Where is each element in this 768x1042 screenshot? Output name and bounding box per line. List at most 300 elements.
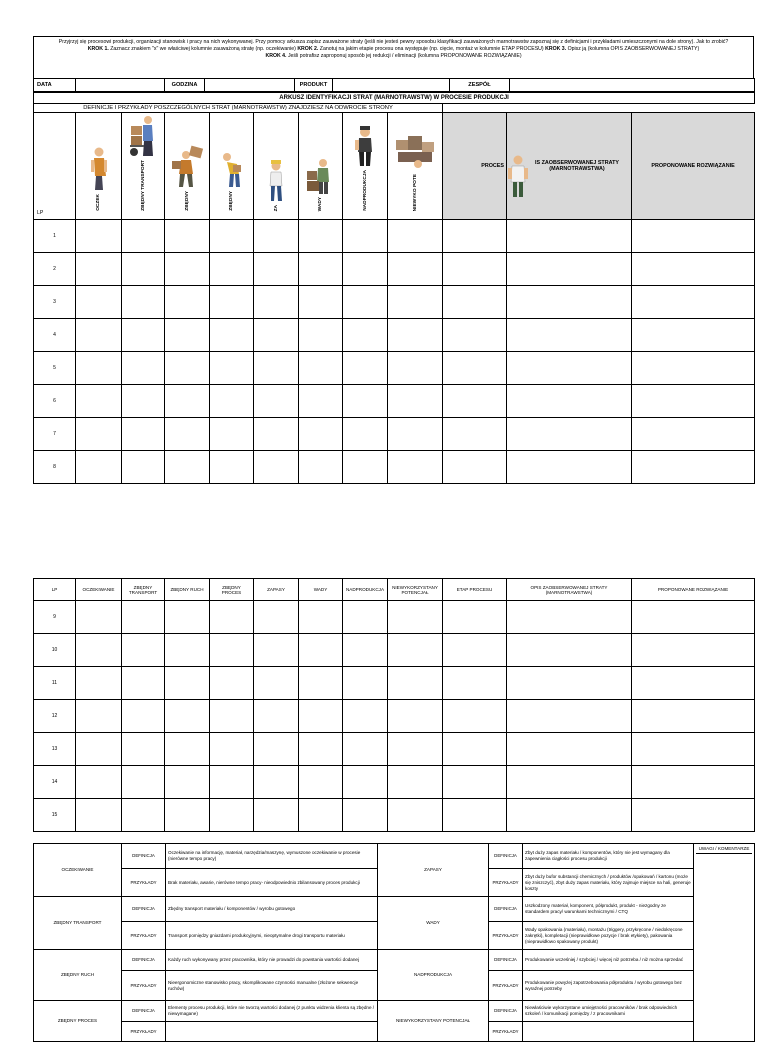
cell-overproduction[interactable] — [343, 733, 388, 766]
table-row — [34, 799, 755, 832]
legend-category-right: NIEWYKORZYSTANY POTENCJAŁ — [378, 1001, 489, 1042]
col-defects-label: WADY — [318, 196, 323, 211]
table-row — [34, 667, 755, 700]
cell-motion[interactable] — [165, 220, 210, 253]
cell-process[interactable] — [210, 253, 254, 286]
cell-overproduction[interactable] — [343, 799, 388, 832]
definitions-note: DEFINICJE I PRZYKŁADY POSZCZEGÓLNYCH STRAT (MARNOTRAWSTW) ZNAJDZIESZ NA ODWROCIE STRONY — [34, 104, 443, 113]
cell-inventory[interactable] — [254, 799, 299, 832]
cell-proposed-solution[interactable] — [632, 253, 755, 286]
product-label: PRODUKT — [295, 79, 333, 92]
legend-text-left: Brak materiału, awarie, nierówne tempo pracy- nieodpowiednio zbilansowany proces produkcji — [166, 869, 378, 897]
cell-process[interactable] — [210, 286, 254, 319]
cell-proposed-solution[interactable] — [632, 385, 755, 418]
cell-process-stage[interactable] — [443, 799, 507, 832]
cell-proposed-solution[interactable] — [632, 766, 755, 799]
row-number: 4 — [34, 319, 76, 352]
cell-defects[interactable] — [299, 286, 343, 319]
cell-process[interactable] — [210, 319, 254, 352]
cell-waiting[interactable] — [76, 700, 122, 733]
col-process-label: ZBĘDNY PROCES — [210, 579, 254, 601]
legend-kind-label: PRZYKŁADY — [489, 869, 523, 897]
cell-observed-waste[interactable] — [507, 352, 632, 385]
cell-untapped-potential[interactable] — [388, 319, 443, 352]
cell-observed-waste[interactable] — [507, 286, 632, 319]
cell-process[interactable] — [210, 634, 254, 667]
legend-kind-label: PRZYKŁADY — [122, 1022, 166, 1042]
cell-untapped-potential[interactable] — [388, 418, 443, 451]
cell-observed-waste[interactable] — [507, 601, 632, 634]
col-process-stage-label: ETAP PROCESU — [443, 579, 507, 601]
lp-header: LP — [34, 113, 76, 220]
legend-kind-label: DEFINICJA — [489, 1001, 523, 1022]
cell-process-stage[interactable] — [443, 700, 507, 733]
sheet-title: ARKUSZ IDENTYFIKACJI STRAT (MARNOTRAWSTW) W PROCESIE PRODUKCJI — [34, 93, 755, 104]
col-observed-waste — [507, 113, 632, 220]
cell-defects[interactable] — [299, 601, 343, 634]
date-field[interactable] — [76, 79, 165, 92]
col-observed-waste-label: OPIS ZAOBSERWOWANEJ STRATY (MARNOTRAWSTWA) — [507, 579, 632, 601]
cell-untapped-potential[interactable] — [388, 667, 443, 700]
cell-transport[interactable] — [122, 733, 165, 766]
legend-kind-label: DEFINICJA — [489, 897, 523, 922]
cell-motion[interactable] — [165, 799, 210, 832]
cell-untapped-potential[interactable] — [388, 286, 443, 319]
cell-motion[interactable] — [165, 634, 210, 667]
cell-inventory[interactable] — [254, 253, 299, 286]
cell-process-stage[interactable] — [443, 766, 507, 799]
cell-process[interactable] — [210, 385, 254, 418]
cell-inventory[interactable] — [254, 733, 299, 766]
cell-untapped-potential[interactable] — [388, 700, 443, 733]
cell-proposed-solution[interactable] — [632, 319, 755, 352]
step-3-label: KROK 3. — [545, 46, 567, 52]
time-field[interactable] — [205, 79, 295, 92]
step-2-text: Zanotuj na jakim etapie procesu ona występuje (np. cięcie, montaż w kolumnie ETAP PROCESU) — [318, 46, 546, 52]
cell-proposed-solution[interactable] — [632, 451, 755, 484]
cell-process-stage[interactable] — [443, 601, 507, 634]
row-number: 12 — [34, 700, 76, 733]
cell-waiting[interactable] — [76, 253, 122, 286]
col-transport — [122, 113, 165, 220]
cell-overproduction[interactable] — [343, 634, 388, 667]
col-inventory-label: ZAPASY — [254, 579, 299, 601]
legend-kind-label: PRZYKŁADY — [489, 971, 523, 1001]
cell-observed-waste[interactable] — [507, 667, 632, 700]
col-untapped-potential — [388, 113, 443, 220]
cell-proposed-solution[interactable] — [632, 634, 755, 667]
cell-overproduction[interactable] — [343, 385, 388, 418]
waste-grid-top — [33, 92, 755, 484]
cell-process-stage[interactable] — [443, 286, 507, 319]
cell-proposed-solution[interactable] — [632, 733, 755, 766]
cell-motion[interactable] — [165, 352, 210, 385]
cell-observed-waste[interactable] — [507, 733, 632, 766]
cell-proposed-solution[interactable] — [632, 286, 755, 319]
col-process — [210, 113, 254, 220]
cell-overproduction[interactable] — [343, 700, 388, 733]
cell-proposed-solution[interactable] — [632, 667, 755, 700]
cell-overproduction[interactable] — [343, 418, 388, 451]
waste-grid-bottom — [33, 578, 755, 832]
waste-identification-sheet — [33, 36, 754, 484]
row-number: 6 — [34, 385, 76, 418]
cell-inventory[interactable] — [254, 319, 299, 352]
cell-defects[interactable] — [299, 700, 343, 733]
cell-inventory[interactable] — [254, 286, 299, 319]
legend-category-right: ZAPASY — [378, 844, 489, 897]
table-row — [34, 253, 755, 286]
cell-transport[interactable] — [122, 634, 165, 667]
legend-kind-label: PRZYKŁADY — [122, 922, 166, 950]
cell-untapped-potential[interactable] — [388, 601, 443, 634]
step-4-text: Jeśli potrafisz zaproponuj sposób jej redukcji / eliminacji (kolumna PROPONOWANE ROZWIĄZANIE) — [286, 53, 522, 59]
cell-proposed-solution[interactable] — [632, 700, 755, 733]
table-row — [34, 352, 755, 385]
cell-motion[interactable] — [165, 385, 210, 418]
worker-carrying-boxes-icon — [170, 145, 204, 189]
cell-process[interactable] — [210, 766, 254, 799]
legend-text-left: Każdy ruch wykonywany przez pracownika, który nie prowadzi do powstania wartości dodanej — [166, 950, 378, 971]
instructions-intro: Przyjrzyj się procesowi produkcji, organizacji stanowisk i pracy na nich wykonywanej. Przy pomocy arkusza zapisz zauważone straty (jeśli nie jesteś pewny sposobu klasyfikacji zauważonych marnotrawstw zapoznaj się z definicjami i przykładami umieszczonymi na dole strony). Jak to zrobić? — [58, 39, 729, 45]
cell-observed-waste[interactable] — [507, 766, 632, 799]
cell-observed-waste[interactable] — [507, 220, 632, 253]
cell-motion[interactable] — [165, 286, 210, 319]
legend-table — [33, 843, 755, 1042]
cell-transport[interactable] — [122, 667, 165, 700]
cell-proposed-solution[interactable] — [632, 601, 755, 634]
cell-transport[interactable] — [122, 286, 165, 319]
row-number: 3 — [34, 286, 76, 319]
cell-proposed-solution[interactable] — [632, 799, 755, 832]
legend-text-left: Nieergonomiczne stanowisko pracy, skomplikowane czynności manualne (złożone sekwencje ruchów) — [166, 971, 378, 1001]
cell-motion[interactable] — [165, 766, 210, 799]
col-proposed-solution-label: PROPONOWANE ROZWIĄZANIE — [632, 579, 755, 601]
legend-text-left — [166, 1022, 378, 1042]
cell-process-stage[interactable] — [443, 352, 507, 385]
legend-text-right: Produkowanie powyżej zapotrzebowania półproduktu / wyrobu gotowego bez wyraźnej potrzeby — [523, 971, 694, 1001]
cell-inventory[interactable] — [254, 766, 299, 799]
row-number: 9 — [34, 601, 76, 634]
cell-inventory[interactable] — [254, 667, 299, 700]
cell-waiting[interactable] — [76, 418, 122, 451]
date-label: DATA — [34, 79, 76, 92]
cell-observed-waste[interactable] — [507, 451, 632, 484]
cell-process-stage[interactable] — [443, 385, 507, 418]
legend-text-right — [523, 1022, 694, 1042]
cell-overproduction[interactable] — [343, 319, 388, 352]
legend-text-left: Zbędny transport materiału / komponentów / wyrobu gotowego — [166, 897, 378, 922]
cell-proposed-solution[interactable] — [632, 220, 755, 253]
cell-defects[interactable] — [299, 418, 343, 451]
worker-waiting-icon — [87, 146, 111, 192]
cell-transport[interactable] — [122, 799, 165, 832]
cell-motion[interactable] — [165, 319, 210, 352]
table-row — [34, 766, 755, 799]
cell-observed-waste[interactable] — [507, 418, 632, 451]
cell-overproduction[interactable] — [343, 220, 388, 253]
cell-waiting[interactable] — [76, 451, 122, 484]
cell-process[interactable] — [210, 451, 254, 484]
cell-defects[interactable] — [299, 766, 343, 799]
col-overproduction-label: NADPRODUKCJA — [343, 579, 388, 601]
cell-waiting[interactable] — [76, 319, 122, 352]
cell-observed-waste[interactable] — [507, 319, 632, 352]
col-overproduction — [343, 113, 388, 220]
cell-defects[interactable] — [299, 319, 343, 352]
legend-kind-label: DEFINICJA — [122, 844, 166, 869]
cell-motion[interactable] — [165, 418, 210, 451]
worker-defect-icon — [352, 124, 378, 168]
cell-motion[interactable] — [165, 601, 210, 634]
legend-text-right: Uszkodzony materiał, komponent, półprodukt, produkt - niezgodny ze standardem pracy/ warunkami technicznymi / CTQ — [523, 897, 694, 922]
col-process-label: ZBĘDNY — [229, 191, 234, 211]
lp-header: LP — [34, 579, 76, 601]
cell-process-stage[interactable] — [443, 733, 507, 766]
cell-untapped-potential[interactable] — [388, 385, 443, 418]
col-process-stage-label: PROCES — [481, 163, 504, 169]
table-row — [34, 385, 755, 418]
table-row — [34, 220, 755, 253]
cell-inventory[interactable] — [254, 418, 299, 451]
waste-definitions-legend — [33, 843, 754, 1042]
cell-process[interactable] — [210, 700, 254, 733]
cell-motion[interactable] — [165, 700, 210, 733]
cell-defects[interactable] — [299, 733, 343, 766]
step-4-label: KROK 4. — [265, 53, 287, 59]
blank-cell — [443, 104, 755, 113]
cell-process[interactable] — [210, 799, 254, 832]
legend-category-left: OCZEKIWANIE — [34, 844, 122, 897]
cell-observed-waste[interactable] — [507, 700, 632, 733]
cell-overproduction[interactable] — [343, 766, 388, 799]
cell-untapped-potential[interactable] — [388, 634, 443, 667]
table-row — [34, 601, 755, 634]
cell-overproduction[interactable] — [343, 352, 388, 385]
legend-kind-label: DEFINICJA — [489, 844, 523, 869]
cell-process-stage[interactable] — [443, 418, 507, 451]
cell-inventory[interactable] — [254, 352, 299, 385]
notes-header: UWAGI / KOMENTARZE — [696, 845, 752, 854]
cell-defects[interactable] — [299, 799, 343, 832]
step-1-text: Zaznacz znakiem "x" we właściwej kolumnie zauważoną stratę (np. oczekiwanie) — [108, 46, 298, 52]
cell-defects[interactable] — [299, 220, 343, 253]
cell-inventory[interactable] — [254, 634, 299, 667]
legend-kind-label: PRZYKŁADY — [489, 922, 523, 950]
cell-defects[interactable] — [299, 253, 343, 286]
cell-process[interactable] — [210, 220, 254, 253]
cell-waiting[interactable] — [76, 667, 122, 700]
cell-transport[interactable] — [122, 418, 165, 451]
col-waiting — [76, 113, 122, 220]
cell-motion[interactable] — [165, 667, 210, 700]
col-defects-label: WADY — [299, 579, 343, 601]
table-row — [34, 451, 755, 484]
row-number: 15 — [34, 799, 76, 832]
legend-row — [34, 844, 755, 869]
legend-text-left: Elementy procesu produkcji, które nie tworzą wartości dodanej (z punktu widzenia klienta są zbędne / niewymagane) — [166, 1001, 378, 1022]
worker-idle-icon — [505, 153, 531, 199]
col-inventory-label: ZA — [273, 204, 279, 211]
cell-waiting[interactable] — [76, 766, 122, 799]
cell-process[interactable] — [210, 352, 254, 385]
cell-process-stage[interactable] — [443, 220, 507, 253]
team-field[interactable] — [510, 79, 755, 92]
legend-text-right: Wady opakowania (materiału), montażu (triggery, przykręcone / niedokręcone zakrętki), kompletacji (nieprawidłowe pozycje / brak etykiety), pakowania (nieprawidłowo spakowany produkt) — [523, 922, 694, 950]
cell-defects[interactable] — [299, 451, 343, 484]
cell-observed-waste[interactable] — [507, 799, 632, 832]
col-untapped-potential-label: NIEWYKO POTE — [412, 173, 418, 211]
col-transport-label: ZBĘDNY TRANSPORT — [122, 579, 165, 601]
col-observed-waste-label: IS ZAOBSERWOWANEJ STRATY (MARNOTRAWSTWA) — [535, 160, 619, 172]
col-motion-label: ZBĘDNY — [184, 191, 190, 211]
cell-transport[interactable] — [122, 220, 165, 253]
row-number: 13 — [34, 733, 76, 766]
worker-surplus-boxes-icon — [394, 132, 436, 172]
cell-proposed-solution[interactable] — [632, 418, 755, 451]
cell-transport[interactable] — [122, 253, 165, 286]
legend-row — [34, 897, 755, 922]
legend-text-right: Zbyt duży zapas materiału / komponentów, który nie jest wymagany dla zapewnienia ciągłości procesu produkcji — [523, 844, 694, 869]
cell-motion[interactable] — [165, 733, 210, 766]
cell-transport[interactable] — [122, 700, 165, 733]
cell-overproduction[interactable] — [343, 253, 388, 286]
legend-category-left: ZBĘDNY TRANSPORT — [34, 897, 122, 950]
cell-overproduction[interactable] — [343, 601, 388, 634]
cell-inventory[interactable] — [254, 700, 299, 733]
cell-untapped-potential[interactable] — [388, 799, 443, 832]
cell-process[interactable] — [210, 418, 254, 451]
table-row — [34, 418, 755, 451]
cell-untapped-potential[interactable] — [388, 451, 443, 484]
legend-category-left: ZBĘDNY RUCH — [34, 950, 122, 1001]
cell-process-stage[interactable] — [443, 253, 507, 286]
worker-hand-truck-icon — [128, 114, 158, 158]
cell-transport[interactable] — [122, 766, 165, 799]
cell-defects[interactable] — [299, 634, 343, 667]
cell-overproduction[interactable] — [343, 667, 388, 700]
col-motion-label: ZBĘDNY RUCH — [165, 579, 210, 601]
cell-untapped-potential[interactable] — [388, 766, 443, 799]
legend-kind-label: DEFINICJA — [489, 950, 523, 971]
col-transport-label: ZBĘDNY TRANSPORT — [140, 160, 146, 211]
product-field[interactable] — [333, 79, 450, 92]
notes-column[interactable] — [694, 844, 755, 1042]
team-label: ZESPÓŁ — [450, 79, 510, 92]
row-number: 8 — [34, 451, 76, 484]
cell-transport[interactable] — [122, 319, 165, 352]
step-1-label: KROK 1. — [87, 46, 109, 52]
cell-untapped-potential[interactable] — [388, 253, 443, 286]
cell-process-stage[interactable] — [443, 667, 507, 700]
cell-waiting[interactable] — [76, 385, 122, 418]
cell-proposed-solution[interactable] — [632, 352, 755, 385]
header-fields-table — [33, 78, 755, 92]
row-number: 5 — [34, 352, 76, 385]
cell-overproduction[interactable] — [343, 451, 388, 484]
cell-waiting[interactable] — [76, 634, 122, 667]
cell-inventory[interactable] — [254, 601, 299, 634]
cell-process[interactable] — [210, 733, 254, 766]
cell-defects[interactable] — [299, 352, 343, 385]
table-row — [34, 733, 755, 766]
legend-category-right: WADY — [378, 897, 489, 950]
cell-process-stage[interactable] — [443, 319, 507, 352]
cell-waiting[interactable] — [76, 286, 122, 319]
cell-defects[interactable] — [299, 385, 343, 418]
legend-category-left: ZBĘDNY PROCES — [34, 1001, 122, 1042]
cell-transport[interactable] — [122, 601, 165, 634]
legend-row — [34, 1001, 755, 1022]
col-overproduction-label: NADPRODUKCJA — [362, 170, 368, 211]
col-process-stage — [443, 113, 507, 220]
cell-motion[interactable] — [165, 253, 210, 286]
cell-observed-waste[interactable] — [507, 385, 632, 418]
row-number: 1 — [34, 220, 76, 253]
legend-text-left: Transport pomiędzy gniazdami produkcyjnymi, nieoptymalne drogi transportu materiału — [166, 922, 378, 950]
legend-kind-label: DEFINICJA — [122, 950, 166, 971]
legend-kind-label: PRZYKŁADY — [489, 1022, 523, 1042]
worker-pile-of-boxes-icon — [305, 157, 337, 195]
col-proposed-solution: PROPONOWANE ROZWIĄZANIE — [632, 113, 755, 220]
cell-transport[interactable] — [122, 385, 165, 418]
cell-overproduction[interactable] — [343, 286, 388, 319]
cell-observed-waste[interactable] — [507, 253, 632, 286]
cell-waiting[interactable] — [76, 733, 122, 766]
instructions — [33, 36, 754, 78]
legend-row — [34, 950, 755, 971]
time-label: GODZINA — [165, 79, 205, 92]
cell-inventory[interactable] — [254, 220, 299, 253]
cell-observed-waste[interactable] — [507, 634, 632, 667]
col-untapped-potential-label: NIEWYKORZYSTANY POTENCJAŁ — [388, 579, 443, 601]
col-defects — [299, 113, 343, 220]
row-number: 10 — [34, 634, 76, 667]
cell-process[interactable] — [210, 601, 254, 634]
cell-defects[interactable] — [299, 667, 343, 700]
table-row — [34, 700, 755, 733]
col-waiting-label: OCZEKIWANIE — [76, 579, 122, 601]
cell-transport[interactable] — [122, 352, 165, 385]
cell-untapped-potential[interactable] — [388, 220, 443, 253]
col-motion — [165, 113, 210, 220]
cell-transport[interactable] — [122, 451, 165, 484]
table-row — [34, 634, 755, 667]
cell-waiting[interactable] — [76, 799, 122, 832]
row-number: 14 — [34, 766, 76, 799]
legend-kind-label: PRZYKŁADY — [122, 869, 166, 897]
worker-thinking-icon — [264, 159, 288, 203]
table-row — [34, 319, 755, 352]
legend-text-left: Oczekiwanie na informację, materiał, narzędzia/maszynę, wymuszone oczekiwanie w procesie (nierówne tempo pracy) — [166, 844, 378, 869]
cell-untapped-potential[interactable] — [388, 733, 443, 766]
cell-untapped-potential[interactable] — [388, 352, 443, 385]
cell-inventory[interactable] — [254, 451, 299, 484]
cell-waiting[interactable] — [76, 601, 122, 634]
cell-process-stage[interactable] — [443, 634, 507, 667]
legend-category-right: NADPRODUKCJA — [378, 950, 489, 1001]
cell-process[interactable] — [210, 667, 254, 700]
cell-process-stage[interactable] — [443, 451, 507, 484]
cell-waiting[interactable] — [76, 352, 122, 385]
cell-inventory[interactable] — [254, 385, 299, 418]
step-2-label: KROK 2. — [297, 46, 319, 52]
legend-kind-label: DEFINICJA — [122, 897, 166, 922]
row-number: 11 — [34, 667, 76, 700]
cell-waiting[interactable] — [76, 220, 122, 253]
step-3-text: Opisz ją (kolumna OPIS ZAOBSERWOWANEJ STRATY) — [566, 46, 700, 52]
cell-motion[interactable] — [165, 451, 210, 484]
